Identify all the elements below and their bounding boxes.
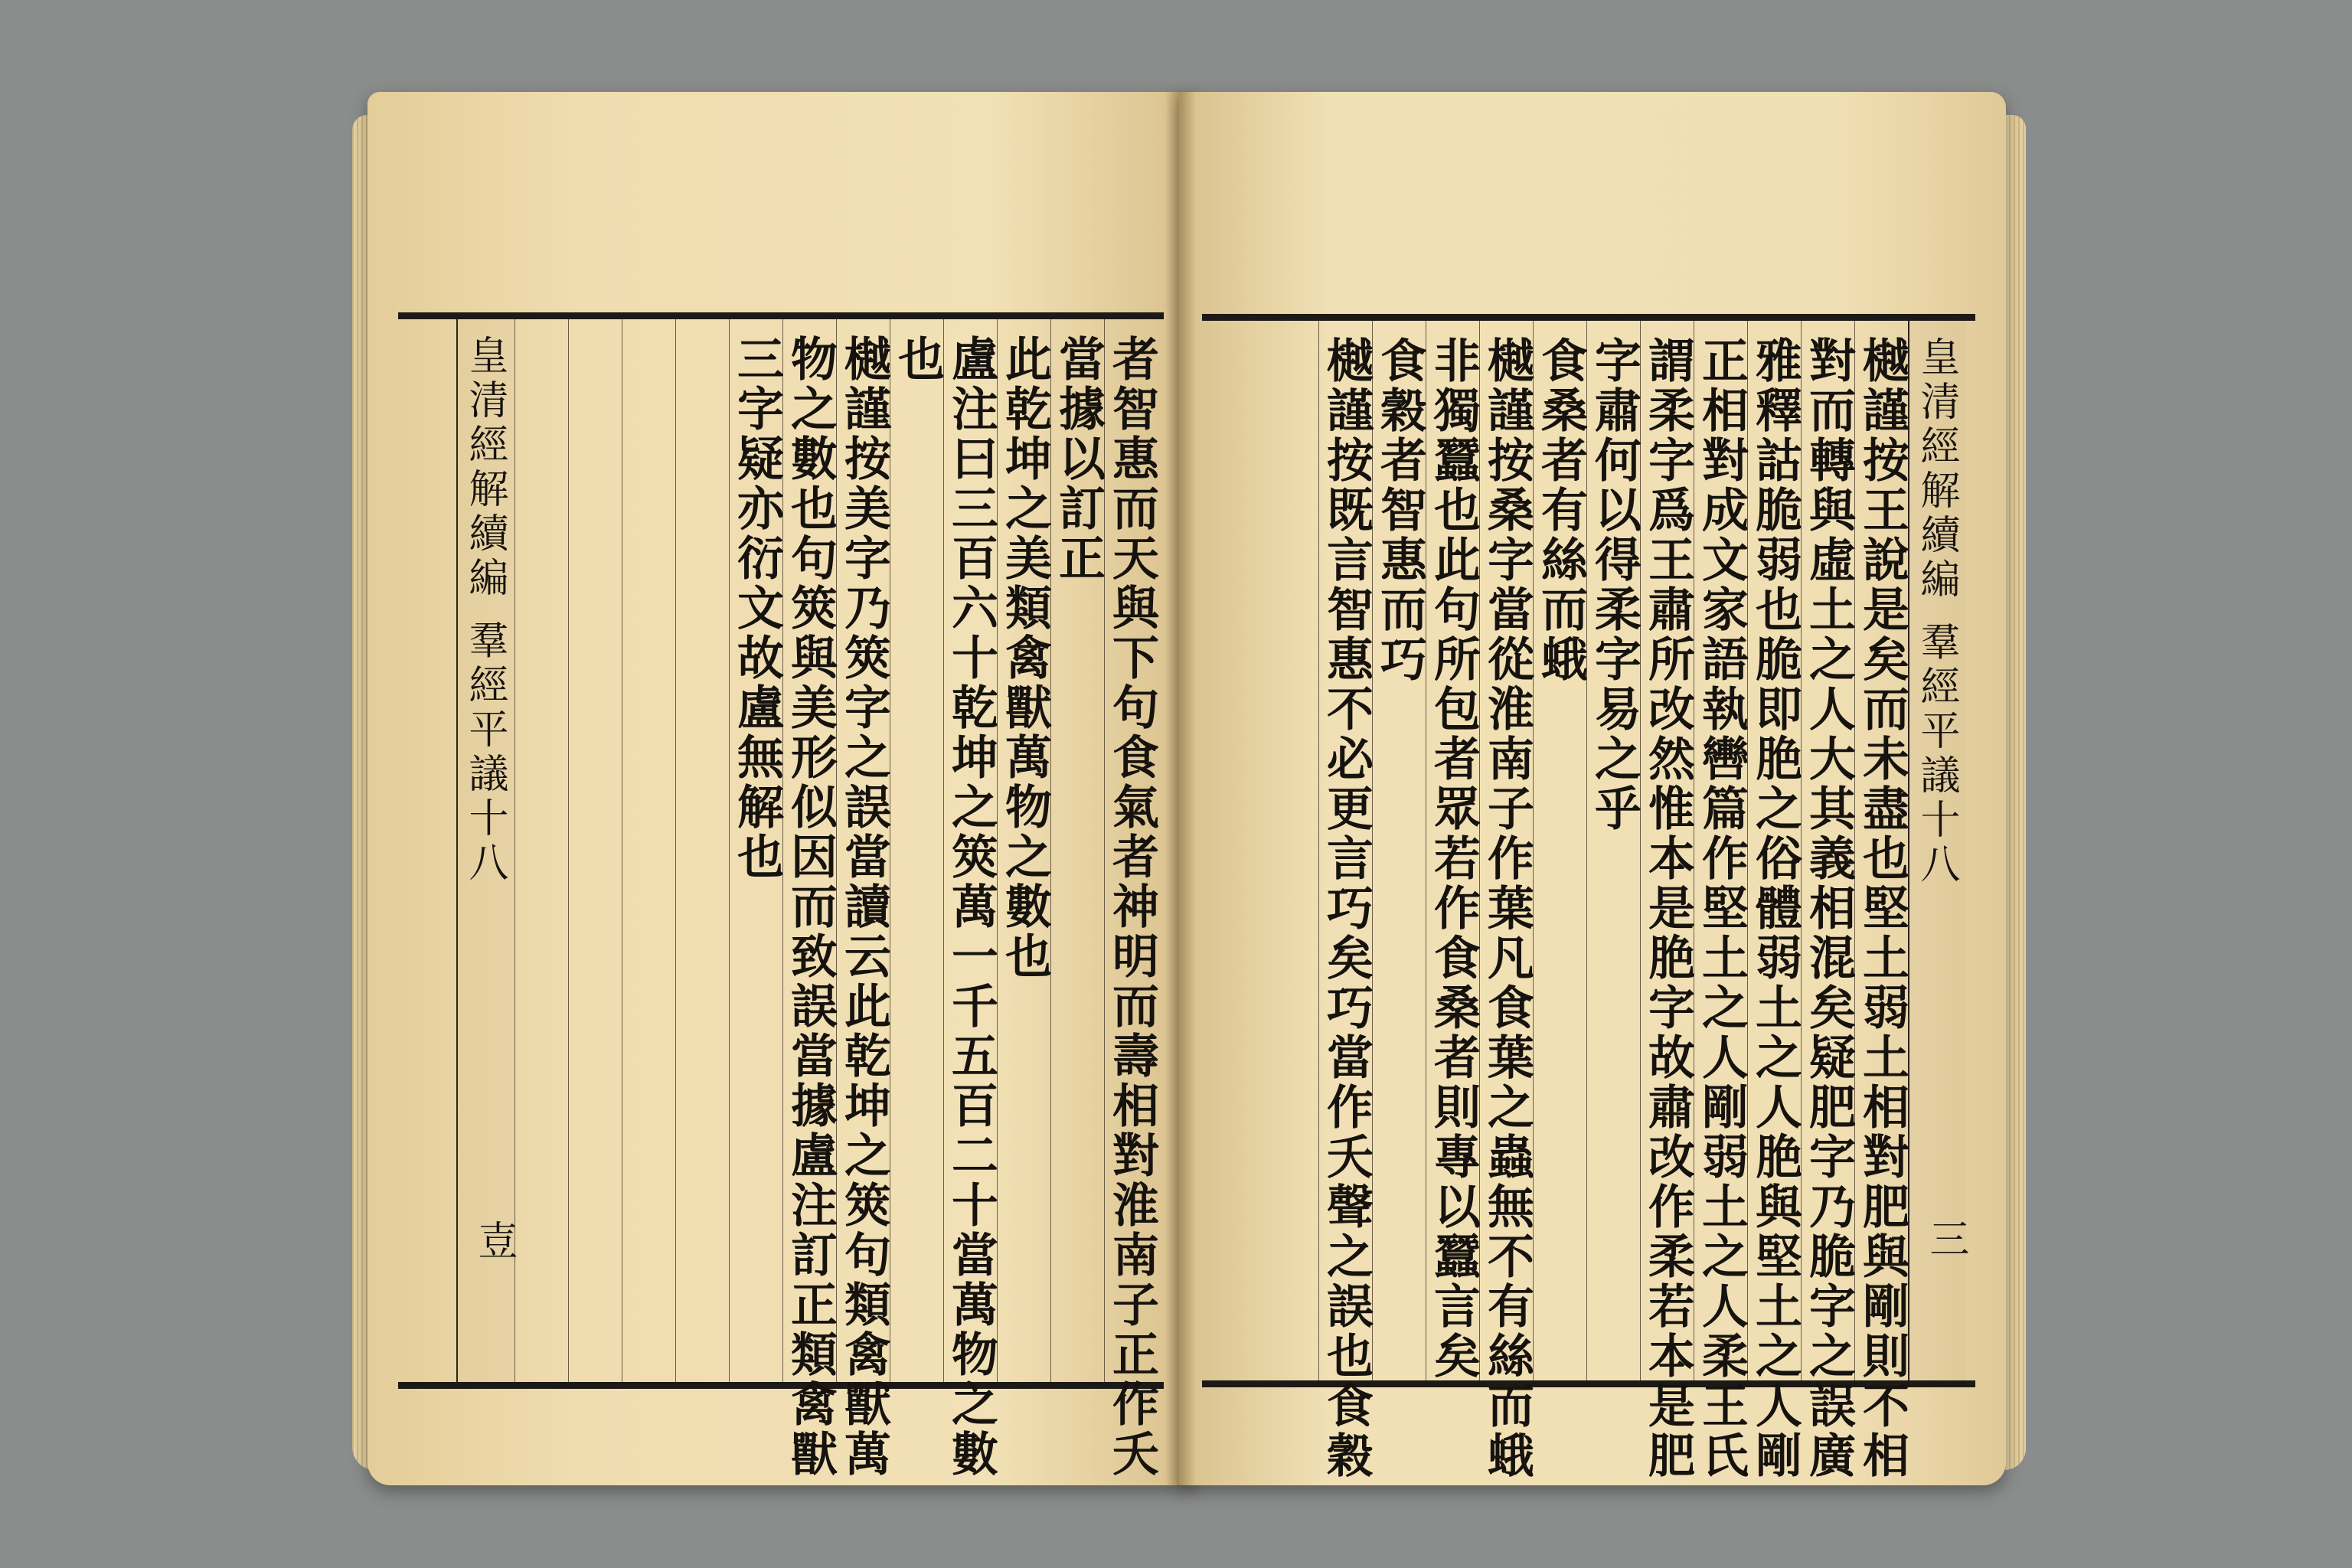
- text-column: [943, 319, 998, 1479]
- text-column: [1854, 321, 1909, 1481]
- column-text: 謂柔字爲王肅所改然惟本是脃字故肅改作柔若本是肥: [1641, 336, 1695, 1481]
- text-column: [1372, 321, 1426, 1380]
- column-text: 物之數也句筴與美形似因而致誤當據盧注訂正類禽獸: [783, 335, 838, 1479]
- text-column: [1318, 321, 1374, 1481]
- right-text-columns: [1208, 321, 1968, 1481]
- text-column: [729, 319, 782, 1382]
- text-column: [675, 319, 729, 1382]
- column-text: 正相對成文家語執轡篇作堅土之人剛弱土之人柔王氏: [1694, 336, 1749, 1481]
- column-text: 當據以訂正: [1051, 335, 1106, 583]
- left-page-frame: [398, 312, 1164, 1479]
- text-column: [1426, 321, 1479, 1380]
- column-text: 也: [890, 335, 945, 384]
- text-column: [890, 319, 943, 1382]
- column-text: 對而轉與虛土之人大其義相混矣疑肥字乃脆字之誤廣: [1802, 336, 1856, 1481]
- left-text-columns: [407, 319, 1159, 1479]
- right-page: [1179, 92, 2006, 1485]
- column-text: 樾謹按美字乃筴字之誤當讀云此乾坤之筴句類禽獸萬: [837, 335, 891, 1479]
- page-number: 壴: [471, 1220, 517, 1259]
- column-text: 字肅何以得柔字易之乎: [1587, 336, 1642, 834]
- margin-title: 皇清經解續編: [1913, 336, 1959, 603]
- open-book: [352, 92, 2021, 1493]
- column-text: 盧注曰三百六十乾坤之筴萬一千五百二十當萬物之數: [944, 335, 998, 1479]
- column-text: 樾謹按王說是矣而未盡也堅土弱土相對肥與剛則不相: [1855, 336, 1909, 1481]
- column-text: 雅釋詁脆弱也脆即脃之俗體弱土之人脃與堅土之人剛: [1748, 336, 1802, 1481]
- column-text: 三字疑亦衍文故盧無解也: [730, 335, 784, 882]
- margin-column: [456, 319, 517, 1382]
- chapter-label: 羣經平議十八: [462, 619, 508, 886]
- right-page-frame: [1202, 314, 1975, 1481]
- text-column: [997, 319, 1050, 1382]
- page-number: 三: [1922, 1218, 1968, 1258]
- column-text: 食桑者有絲而蛾: [1534, 336, 1588, 684]
- text-column: [1586, 321, 1640, 1380]
- text-column: [568, 319, 622, 1382]
- text-column: [782, 319, 838, 1479]
- book-gutter: [1165, 92, 1196, 1485]
- text-column: [836, 319, 891, 1479]
- text-column: [1050, 319, 1104, 1382]
- chapter-label: 羣經平議十八: [1913, 621, 1959, 887]
- text-column: [1479, 321, 1534, 1481]
- text-column: [1747, 321, 1802, 1481]
- column-text: 樾謹按既言智惠不必更言巧矣巧當作夭聲之誤也食穀: [1319, 336, 1374, 1481]
- column-text: 此乾坤之美類禽獸萬物之數也: [998, 335, 1052, 982]
- text-column: [1640, 321, 1695, 1481]
- text-column: [622, 319, 675, 1382]
- margin-title: 皇清經解續編: [462, 335, 508, 601]
- column-text: 樾謹按桑字當從淮南子作葉凡食葉之蟲無不有絲而蛾: [1480, 336, 1534, 1481]
- column-text: 者智惠而天與下句食氣者神明而壽相對淮南子正作夭: [1105, 335, 1159, 1479]
- column-text: 食穀者智惠而巧: [1373, 336, 1427, 684]
- column-text: 非獨蠶也此句所包者眾若作食桑者則專以蠶言矣: [1426, 336, 1481, 1381]
- text-column: [1533, 321, 1586, 1380]
- margin-column: [1908, 321, 1966, 1380]
- left-page: [368, 92, 1194, 1485]
- text-column: [1694, 321, 1749, 1481]
- text-column: [1104, 319, 1159, 1479]
- text-column: [1801, 321, 1856, 1481]
